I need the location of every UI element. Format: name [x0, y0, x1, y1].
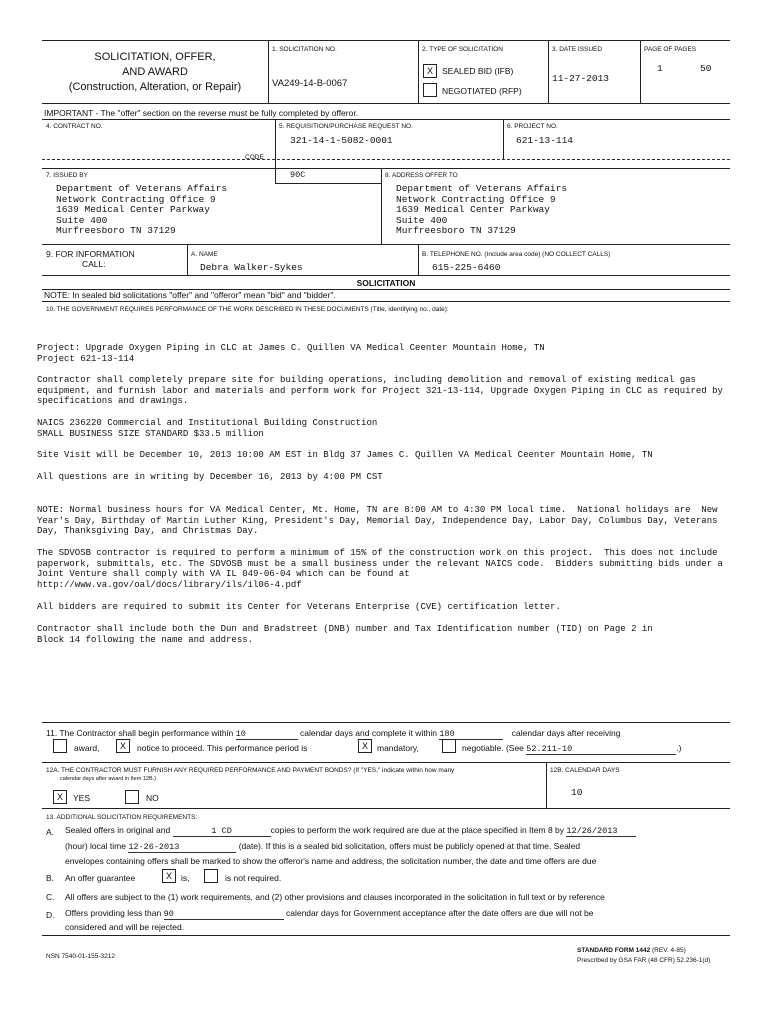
calendar-days-value[interactable]: 10	[571, 787, 583, 798]
issued-by-line: Murfreesboro TN 37129	[56, 225, 176, 236]
see-reference-field[interactable]: 52.211-10	[526, 744, 676, 755]
divider	[548, 40, 549, 103]
date-issued[interactable]: 11-27-2013	[552, 73, 610, 84]
contract-no-label: 4. CONTRACT NO.	[46, 123, 103, 130]
requisition-label: 5. REQUISITION/PURCHASE REQUEST NO.	[279, 123, 413, 130]
divider	[418, 244, 419, 275]
form-title-line2: AND AWARD	[122, 66, 188, 78]
bonds-no-checkbox[interactable]	[125, 790, 139, 804]
form-title	[42, 50, 268, 95]
item11-text: calendar days after receiving	[511, 728, 621, 738]
solicitation-heading: SOLICITATION	[356, 278, 416, 288]
solicitation-no-label: 1. SOLICITATION NO.	[272, 46, 337, 53]
for-information-line2: CALL:	[82, 259, 106, 269]
complete-days-field[interactable]: 180	[439, 729, 503, 740]
offer-guarantee-is-checkbox[interactable]: X	[162, 869, 176, 883]
item13a-text: (hour) local time	[65, 841, 126, 851]
item12a-label: 12A. THE CONTRACTOR MUST FURNISH ANY REQUIRED PERFORMANCE AND PAYMENT BONDS? (If "YES," indicate within how many	[46, 767, 455, 774]
work-description-paragraph: Site Visit will be December 10, 2013 10:00 AM EST in Bldg 37 James C. Quillen VA Medical Ceenter Mountain Home, TN	[37, 450, 653, 460]
acceptance-days-field[interactable]: 90	[164, 909, 284, 920]
item13a-text: (date). If this is a sealed bid solicitation, offers must be publicly opened at that time. Sealed	[238, 841, 581, 851]
offer-guarantee-not-label: is not required.	[225, 873, 282, 883]
item13d-line2: considered and will be rejected.	[65, 922, 185, 932]
bonds-no-label: NO	[146, 793, 159, 803]
issued-by-line: 1639 Medical Center Parkway	[56, 204, 210, 215]
notice-to-proceed-checkbox[interactable]: X	[116, 739, 130, 753]
negotiable-text	[462, 743, 682, 755]
local-date-field[interactable]: 12-26-2013	[128, 842, 236, 853]
item13-label: 13. ADDITIONAL SOLICITATION REQUIREMENTS:	[46, 814, 198, 821]
work-description-paragraph: NOTE: Normal business hours for VA Medical Center, Mt. Home, TN are 8:00 AM to 4:30 PM local time. National holidays are New Year's Day, Birthday of Martin Luther King, President's Day, Memorial Day, Independence Day, Labor Day, Columbus Day, Veterans Day, Thanksgiving Day, and Christmas Day.	[37, 505, 723, 536]
form-title-line3: (Construction, Alteration, or Repair)	[68, 81, 242, 93]
form-title-line1: SOLICITATION, OFFER,	[94, 51, 216, 63]
item13a-text: Sealed offers in original and	[65, 825, 171, 835]
date-issued-label: 3. DATE ISSUED	[552, 46, 603, 53]
divider	[42, 119, 730, 120]
address-line: Department of Veterans Affairs	[396, 183, 568, 194]
item13b-letter: B.	[46, 873, 55, 883]
sealed-bid-note: NOTE: In sealed bid solicitations "offer" and "offeror" mean "bid" and "bidder".	[44, 290, 336, 300]
item11-text: calendar days and complete it within	[300, 728, 438, 738]
work-description-paragraph: Contractor shall include both the Dun and Bradstreet (DNB) number and Tax Identification number (TID) on Page 2 in Block 14 following the name and address.	[37, 624, 653, 645]
form-number	[577, 947, 686, 954]
item13a-line2	[65, 841, 580, 853]
item11-text: 11. The Contractor shall begin performance within	[46, 728, 234, 738]
bonds-yes-checkbox[interactable]: X	[53, 790, 67, 804]
issued-by-line: Suite 400	[56, 214, 108, 226]
issued-by-line: Department of Veterans Affairs	[56, 183, 228, 194]
divider	[42, 275, 730, 276]
code-label: CODE	[245, 154, 264, 161]
address-line: 1639 Medical Center Parkway	[396, 204, 550, 215]
item13a-line1	[65, 825, 636, 837]
bonds-yes-label: YES	[73, 793, 91, 803]
dashed-divider	[42, 159, 730, 160]
item12b-label: 12B. CALENDAR DAYS	[550, 767, 620, 774]
begin-days-field[interactable]: 10	[236, 729, 298, 740]
item13c-text: All offers are subject to the (1) work requirements, and (2) other provisions and clauses incorporated in the solicitation in full text or by reference	[65, 892, 605, 902]
address-line: Network Contracting Office 9	[396, 193, 556, 205]
divider	[503, 119, 504, 159]
due-date-field[interactable]: 12/26/2013	[566, 826, 636, 837]
item13a-letter: A.	[46, 827, 55, 837]
offer-guarantee-label: An offer guarantee	[65, 873, 136, 883]
divider	[640, 40, 641, 103]
form-number-bold: STANDARD FORM 1442	[577, 947, 651, 954]
form-bottom-border	[42, 935, 730, 936]
nsn-number: NSN 7540-01-155-3212	[46, 953, 116, 960]
item12a-label-cont: calendar days after award in Item 12B.)	[60, 776, 156, 782]
divider	[275, 119, 276, 184]
negotiated-label: NEGOTIATED (RFP)	[442, 86, 522, 96]
telephone-label: B. TELEPHONE NO. (Include area code) (NO COLLECT CALLS)	[422, 251, 611, 258]
work-description-paragraph: The SDVOSB contractor is required to perform a minimum of 15% of the construction work on this project. This does not include paperwork, submittals, etc. The SDVOSB must be a small business under the relevant NAICS code. Bidders submitting bids under a Joint Venture shall comply with VA IL 049-06-04 which can be found at http://www.va.gov/oal/docs/library/ils/il06-4.pdf	[37, 548, 723, 590]
issued-by-label: 7. ISSUED BY	[46, 172, 88, 179]
name-label: A. NAME	[191, 251, 218, 258]
divider	[42, 244, 730, 245]
negotiated-checkbox[interactable]	[423, 83, 437, 97]
award-checkbox[interactable]	[53, 739, 67, 753]
offer-guarantee-is-label: is,	[181, 873, 190, 883]
work-description-paragraph: Contractor shall completely prepare site for building operations, including demolition and removal of existing medical gas equipment, and furnish labor and materials and perform work for Project 321-13-114, Upgrade Oxygen Piping in CLC as required by specifications and drawings.	[37, 375, 729, 406]
notice-to-proceed-label: notice to proceed. This performance period is	[137, 743, 308, 753]
negotiable-close: .)	[676, 743, 682, 753]
project-no[interactable]: 621-13-114	[516, 135, 574, 146]
work-description-paragraph: All bidders are required to submit its Center for Veterans Enterprise (CVE) certification letter.	[37, 602, 561, 612]
offer-guarantee-not-checkbox[interactable]	[204, 869, 218, 883]
item13d-letter: D.	[46, 910, 55, 920]
mandatory-checkbox[interactable]: X	[358, 739, 372, 753]
divider	[42, 103, 730, 104]
issued-by-line: Network Contracting Office 9	[56, 193, 216, 205]
page-of-pages-label: PAGE OF PAGES	[644, 46, 697, 53]
work-description-paragraph: Project: Upgrade Oxygen Piping in CLC at James C. Quillen VA Medical Ceenter Mountain Home, TN Project 621-13-114	[37, 343, 545, 364]
requisition-no[interactable]: 321-14-1-5082-0001	[290, 135, 393, 146]
telephone-no[interactable]: 615-225-6460	[432, 262, 501, 273]
divider	[42, 168, 730, 169]
prescribed-by: Prescribed by GSA FAR (48 CFR) 52.236-1(d)	[577, 957, 711, 964]
item13a-line3: envelopes containing offers shall be marked to show the offeror's name and address, the solicitation number, the date and time offers are due	[65, 856, 597, 866]
form-revision: (REV. 4-85)	[652, 947, 686, 954]
item13d-text: calendar days for Government acceptance after the date offers are due will not be	[285, 908, 594, 918]
divider	[381, 168, 382, 244]
award-label: award,	[74, 743, 100, 753]
item13d-text: Offers providing less than	[65, 908, 162, 918]
divider	[42, 301, 730, 302]
copies-field[interactable]: 1 CD	[173, 826, 271, 837]
contact-name[interactable]: Debra Walker-Sykes	[200, 262, 303, 273]
item10-label: 10. THE GOVERNMENT REQUIRES PERFORMANCE OF THE WORK DESCRIBED IN THESE DOCUMENTS (Title, identifying no., date):	[46, 306, 449, 313]
divider	[187, 244, 188, 275]
code-value[interactable]: 90C	[290, 170, 306, 180]
issued-by-address	[56, 184, 227, 237]
divider	[42, 722, 730, 723]
address-line: Murfreesboro TN 37129	[396, 225, 516, 236]
mandatory-label: mandatory,	[377, 743, 419, 753]
divider	[275, 183, 381, 184]
item11-line1	[46, 728, 620, 740]
work-description-paragraph: NAICS 236220 Commercial and Institutional Building Construction SMALL BUSINESS SIZE STANDARD $33.5 million	[37, 418, 378, 439]
item13c-letter: C.	[46, 892, 55, 902]
address-offer-to	[396, 184, 567, 237]
negotiable-label: negotiable. (See	[462, 743, 524, 753]
total-pages: 50	[700, 63, 712, 74]
divider	[418, 40, 419, 103]
for-information-line1: 9. FOR INFORMATION	[46, 249, 135, 259]
divider	[268, 40, 269, 103]
important-notice: IMPORTANT - The "offer" section on the reverse must be fully completed by offeror.	[44, 108, 359, 118]
project-no-label: 6. PROJECT NO.	[507, 123, 558, 130]
type-of-solicitation-label: 2. TYPE OF SOLICITATION	[422, 46, 503, 53]
divider	[42, 762, 730, 763]
page-number: 1	[657, 63, 663, 74]
address-offer-to-label: 8. ADDRESS OFFER TO	[385, 172, 458, 179]
negotiable-checkbox[interactable]	[442, 739, 456, 753]
item13d-line1	[65, 908, 593, 920]
solicitation-no[interactable]: VA249-14-B-0067	[272, 78, 348, 89]
work-description-paragraph: All questions are in writing by December 16, 2013 by 4:00 PM CST	[37, 472, 383, 482]
divider	[546, 762, 547, 808]
address-line: Suite 400	[396, 214, 448, 226]
sealed-bid-label: SEALED BID (IFB)	[442, 66, 514, 76]
sealed-bid-checkbox[interactable]: X	[423, 64, 437, 78]
divider	[42, 808, 730, 809]
form-top-border	[42, 40, 730, 41]
item13a-text: copies to perform the work required are due at the place specified in Item 8 by	[270, 825, 565, 835]
for-information-label	[46, 249, 135, 269]
